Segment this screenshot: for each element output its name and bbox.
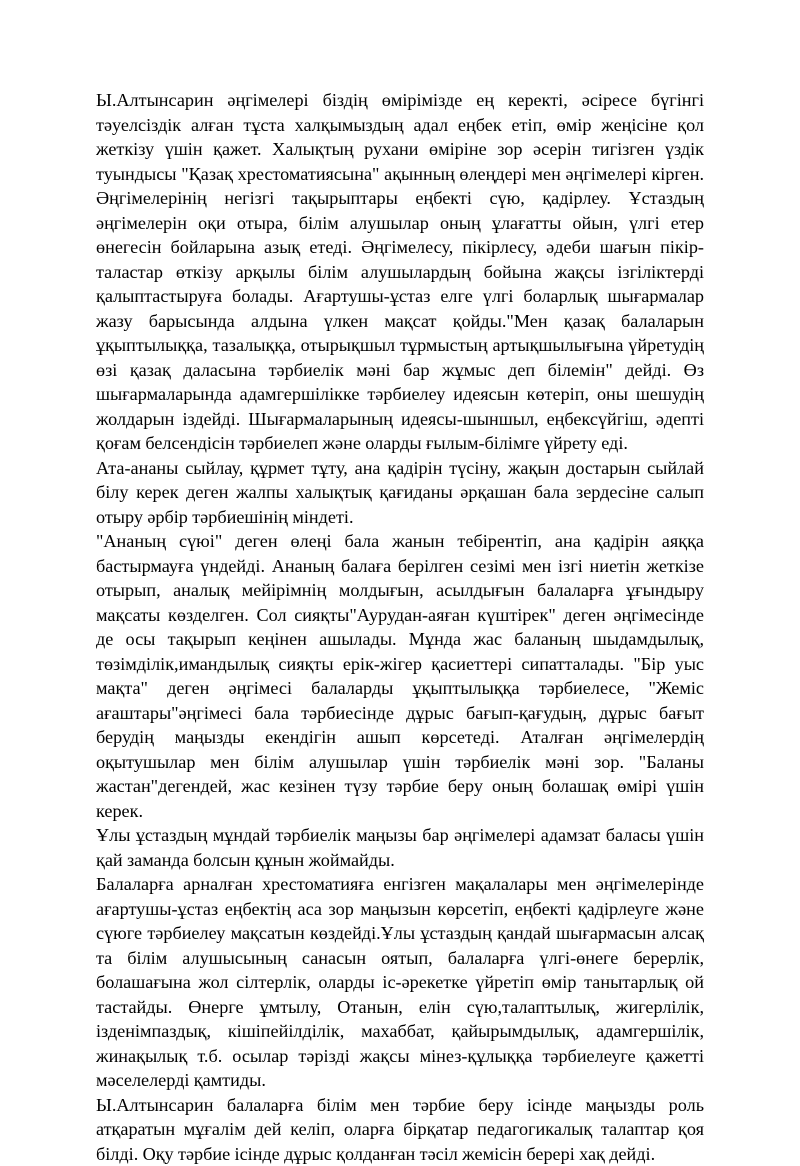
paragraph-teacher-role: Ы.Алтынсарин балаларға білім мен тәрбие беру ісінде маңызды роль атқаратын мұғалім дей келіп, оларға бірқатар педагогикалық талаптар қоя білді. Оқу тәрбие ісінде дұрыс қолданған тәсіл жемісін берері хақ дейді. [96, 1093, 704, 1166]
paragraph-respect-parents: Ата-ананы сыйлау, құрмет тұту, ана қадірін түсіну, жақын достарын сыйлай білу керек деген жалпы халықтық қағиданы әрқашан бала зердесіне салып отыру әрбір тәрбиешінің міндеті. [96, 456, 704, 530]
document-page [96, 88, 704, 1108]
paragraph-altynsarin-stories: Ы.Алтынсарин әңгімелері біздің өмірімізде ең керекті, әсіресе бүгінгі тәуелсіздік алған тұста халқымыздың адал еңбек етіп, өмір жеңісіне қол жеткізу үшін қажет. Халықтың рухани өміріне зор әсерін тигізген үздік туындысы "Қазақ хрестоматиясына" ақынның өлеңдері мен әңгімелері кірген. Әңгімелерінің негізгі тақырыптары еңбекті сүю, қадірлеу. Ұстаздың әңгімелерін оқи отыра, білім алушылар оның ұлағатты ойын, үлгі етер өнегесін бойларына азық етеді. Әңгімелесу, пікірлесу, әдеби шағын пікір-таластар өткізу арқылы білім алушылардың бойына жақсы ізгіліктерді қалыптастыруға болады. Ағартушы-ұстаз елге үлгі боларлық шығармалар жазу барысында алдына үлкен мақсат қойды."Мен қазақ балаларын ұқыптылыққа, тазалыққа, отырықшыл тұрмыстың артықшылығына үйретудің өзі қазақ даласына тәрбиелік мәні бар жұмыс деп білемін" дейді. Өз шығармаларында адамгершілікке тәрбиелеу идеясын көтеріп, оны шешудің жолдарын іздейді. Шығармаларының идеясы-шыншыл, еңбексүйгіш, әдепті қоғам белсендісін тәрбиелеп және оларды ғылым-білімге үйрету еді. [96, 88, 704, 456]
paragraph-chrestomathy: Балаларға арналған хрестоматияға енгізген мақалалары мен әңгімелерінде ағартушы-ұстаз еңбектің аса зор маңызын көрсетіп, еңбекті қадірлеуге және сүюге тәрбиелеу мақсатын көздейді.Ұлы ұстаздың қандай шығармасын алсақ та білім алушысының санасын оятып, балаларға үлгі-өнеге берерлік, болашағына жол сілтерлік, оларды іс-әрекетке үйретіп өмір танытарлық ой тастайды. Өнерге ұмтылу, Отанын, елін сүю,талаптылық, жигерлілік, ізденімпаздық, кішіпейілділік, махаббат, қайырымдылық, адамгершілік, жинақылық т.б. осылар тәрізді жақсы мінез-құлыққа тәрбиелеуге қажетті мәселелерді қамтиды. [96, 872, 704, 1093]
paragraph-educational-value: Ұлы ұстаздың мұндай тәрбиелік маңызы бар әңгімелері адамзат баласы үшін қай заманда болсын құнын жоймайды. [96, 823, 704, 872]
paragraph-mothers-love-poem: "Ананың сүюі" деген өлеңі бала жанын тебірентіп, ана қадірін аяққа бастырмауға үндейді. Ананың балаға берілген сезімі мен ізгі ниетін жеткізе отырып, аналық мейірімнің молдығын, асылдығын балаларға ұғындыру мақсаты көзделген. Сол сияқты"Аурудан-аяған күштірек" деген әңгімесінде де осы тақырып кеңінен ашылады. Мұнда жас баланың шыдамдылық, төзімділік,имандылық сияқты ерік-жігер қасиеттері сипатталады. "Бір уыс мақта" деген әңгімесі балаларды ұқыптылыққа тәрбиелесе, "Жеміс ағаштары"әңгімесі бала тәрбиесінде дұрыс бағып-қағудың, дұрыс бағыт берудің маңызды екендігін ашып көрсетеді. Аталған әңгімелердің оқытушылар мен білім алушылар үшін тәрбиелік мәні зор. "Баланы жастан"дегендей, жас кезінен түзу тәрбие беру оның болашақ өмірі үшін керек. [96, 529, 704, 823]
